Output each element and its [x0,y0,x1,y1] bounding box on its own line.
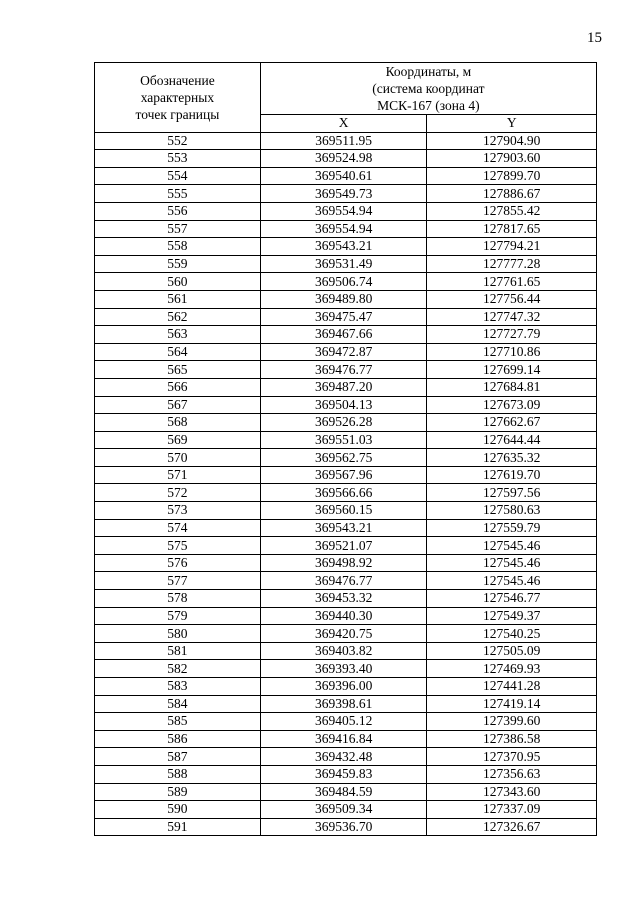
y-coordinate-cell: 127710.86 [427,343,597,361]
x-coordinate-cell: 369476.77 [260,572,427,590]
x-coordinate-cell: 369536.70 [260,818,427,836]
table-row [95,308,597,326]
y-coordinate-cell: 127904.90 [427,132,597,150]
point-cell: 581 [95,642,261,660]
table-row [95,378,597,396]
point-cell: 559 [95,255,261,273]
x-coordinate-cell: 369472.87 [260,343,427,361]
x-coordinate-cell: 369405.12 [260,713,427,731]
table-row [95,537,597,555]
point-cell: 554 [95,167,261,185]
x-coordinate-cell: 369420.75 [260,625,427,643]
point-cell: 580 [95,625,261,643]
point-cell: 575 [95,537,261,555]
y-coordinate-cell: 127727.79 [427,326,597,344]
y-coordinate-cell: 127580.63 [427,502,597,520]
table-row [95,273,597,291]
point-cell: 564 [95,343,261,361]
y-coordinate-cell: 127761.65 [427,273,597,291]
point-cell: 570 [95,449,261,467]
x-coordinate-cell: 369549.73 [260,185,427,203]
x-column-header: X [260,115,427,133]
y-coordinate-cell: 127545.46 [427,537,597,555]
y-coordinate-cell: 127855.42 [427,202,597,220]
table-row [95,730,597,748]
point-cell: 558 [95,238,261,256]
y-coordinate-cell: 127370.95 [427,748,597,766]
y-column-header: Y [427,115,597,133]
x-coordinate-cell: 369487.20 [260,378,427,396]
y-coordinate-cell: 127545.46 [427,554,597,572]
table-row [95,326,597,344]
x-coordinate-cell: 369453.32 [260,590,427,608]
table-row [95,801,597,819]
table-row [95,678,597,696]
x-coordinate-cell: 369554.94 [260,220,427,238]
y-coordinate-cell: 127699.14 [427,361,597,379]
y-coordinate-cell: 127441.28 [427,678,597,696]
table-row [95,642,597,660]
coords-header-line: Координаты, м [385,64,472,79]
x-coordinate-cell: 369506.74 [260,273,427,291]
y-coordinate-cell: 127505.09 [427,642,597,660]
y-coordinate-cell: 127399.60 [427,713,597,731]
point-cell: 552 [95,132,261,150]
table-row [95,431,597,449]
coords-header-line: (система координат [372,81,485,96]
x-coordinate-cell: 369543.21 [260,238,427,256]
x-coordinate-cell: 369504.13 [260,396,427,414]
point-cell: 591 [95,818,261,836]
point-cell: 585 [95,713,261,731]
x-coordinate-cell: 369531.49 [260,255,427,273]
y-coordinate-cell: 127419.14 [427,695,597,713]
x-coordinate-cell: 369467.66 [260,326,427,344]
table-row [95,765,597,783]
point-cell: 572 [95,484,261,502]
point-cell: 553 [95,150,261,168]
x-coordinate-cell: 369416.84 [260,730,427,748]
table-row [95,519,597,537]
table-row [95,361,597,379]
table-row [95,590,597,608]
point-cell: 578 [95,590,261,608]
y-coordinate-cell: 127817.65 [427,220,597,238]
table-row [95,150,597,168]
point-cell: 573 [95,502,261,520]
coords-header-line: МСК-167 (зона 4) [377,98,480,113]
table-body [95,132,597,836]
x-coordinate-cell: 369475.47 [260,308,427,326]
y-coordinate-cell: 127540.25 [427,625,597,643]
y-coordinate-cell: 127559.79 [427,519,597,537]
table-header-row [95,63,597,115]
table-row [95,607,597,625]
y-coordinate-cell: 127549.37 [427,607,597,625]
point-cell: 576 [95,554,261,572]
point-cell: 556 [95,202,261,220]
x-coordinate-cell: 369398.61 [260,695,427,713]
point-cell: 555 [95,185,261,203]
coordinates-table [94,62,597,836]
y-coordinate-cell: 127326.67 [427,818,597,836]
y-coordinate-cell: 127337.09 [427,801,597,819]
x-coordinate-cell: 369562.75 [260,449,427,467]
table-row [95,414,597,432]
table-row [95,449,597,467]
y-coordinate-cell: 127469.93 [427,660,597,678]
x-coordinate-cell: 369521.07 [260,537,427,555]
y-coordinate-cell: 127673.09 [427,396,597,414]
y-coordinate-cell: 127886.67 [427,185,597,203]
table-row [95,484,597,502]
table-row [95,818,597,836]
x-coordinate-cell: 369440.30 [260,607,427,625]
table-row [95,466,597,484]
y-coordinate-cell: 127794.21 [427,238,597,256]
x-coordinate-cell: 369551.03 [260,431,427,449]
point-header-line: характерных [140,89,215,105]
y-coordinate-cell: 127546.77 [427,590,597,608]
x-coordinate-cell: 369526.28 [260,414,427,432]
point-cell: 590 [95,801,261,819]
x-coordinate-cell: 369554.94 [260,202,427,220]
point-cell: 589 [95,783,261,801]
x-coordinate-cell: 369540.61 [260,167,427,185]
x-coordinate-cell: 369567.96 [260,466,427,484]
coordinates-column-header [260,63,596,115]
point-cell: 561 [95,290,261,308]
table-row [95,167,597,185]
point-cell: 577 [95,572,261,590]
point-cell: 560 [95,273,261,291]
y-coordinate-cell: 127756.44 [427,290,597,308]
y-coordinate-cell: 127899.70 [427,167,597,185]
y-coordinate-cell: 127545.46 [427,572,597,590]
x-coordinate-cell: 369484.59 [260,783,427,801]
point-cell: 571 [95,466,261,484]
point-header-line: точек границы [135,106,220,122]
point-cell: 563 [95,326,261,344]
table-row [95,748,597,766]
point-cell: 557 [95,220,261,238]
x-coordinate-cell: 369393.40 [260,660,427,678]
y-coordinate-cell: 127619.70 [427,466,597,484]
point-column-header [95,63,261,133]
x-coordinate-cell: 369509.34 [260,801,427,819]
point-cell: 588 [95,765,261,783]
table-row [95,783,597,801]
table-row [95,695,597,713]
point-cell: 584 [95,695,261,713]
y-coordinate-cell: 127597.56 [427,484,597,502]
table-row [95,185,597,203]
point-header-line: Обозначение [140,72,215,88]
point-cell: 586 [95,730,261,748]
x-coordinate-cell: 369498.92 [260,554,427,572]
page-number: 15 [587,30,602,46]
table-row [95,396,597,414]
y-coordinate-cell: 127903.60 [427,150,597,168]
point-cell: 569 [95,431,261,449]
y-coordinate-cell: 127356.63 [427,765,597,783]
table-row [95,713,597,731]
table-row [95,502,597,520]
y-coordinate-cell: 127635.32 [427,449,597,467]
x-coordinate-cell: 369560.15 [260,502,427,520]
table-row [95,132,597,150]
y-coordinate-cell: 127386.58 [427,730,597,748]
x-coordinate-cell: 369432.48 [260,748,427,766]
x-coordinate-cell: 369489.80 [260,290,427,308]
table-row [95,554,597,572]
x-coordinate-cell: 369524.98 [260,150,427,168]
x-coordinate-cell: 369459.83 [260,765,427,783]
point-cell: 565 [95,361,261,379]
y-coordinate-cell: 127343.60 [427,783,597,801]
y-coordinate-cell: 127684.81 [427,378,597,396]
table-row [95,625,597,643]
point-cell: 587 [95,748,261,766]
point-cell: 583 [95,678,261,696]
table-row [95,572,597,590]
point-cell: 566 [95,378,261,396]
y-coordinate-cell: 127777.28 [427,255,597,273]
table-row [95,202,597,220]
point-cell: 562 [95,308,261,326]
point-cell: 582 [95,660,261,678]
table-row [95,660,597,678]
x-coordinate-cell: 369396.00 [260,678,427,696]
table-row [95,343,597,361]
y-coordinate-cell: 127644.44 [427,431,597,449]
x-coordinate-cell: 369476.77 [260,361,427,379]
point-cell: 574 [95,519,261,537]
y-coordinate-cell: 127747.32 [427,308,597,326]
table-row [95,290,597,308]
point-cell: 579 [95,607,261,625]
x-coordinate-cell: 369403.82 [260,642,427,660]
point-cell: 567 [95,396,261,414]
table-row [95,238,597,256]
x-coordinate-cell: 369543.21 [260,519,427,537]
table-row [95,220,597,238]
x-coordinate-cell: 369511.95 [260,132,427,150]
y-coordinate-cell: 127662.67 [427,414,597,432]
x-coordinate-cell: 369566.66 [260,484,427,502]
table-row [95,255,597,273]
point-cell: 568 [95,414,261,432]
